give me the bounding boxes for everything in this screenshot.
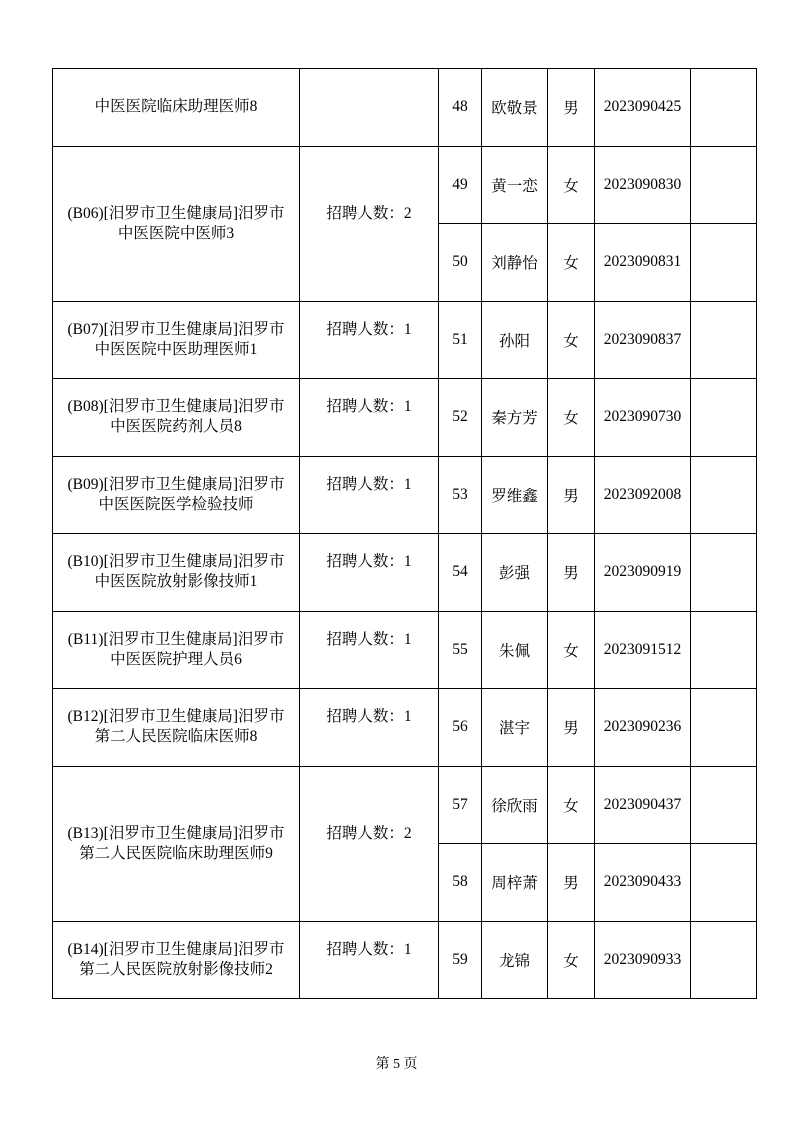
quota-text: 招聘人数：1 [326,398,412,416]
remark-cell [691,379,757,457]
remark-cell [691,224,757,302]
quota-cell [300,379,439,457]
gender-cell: 女 [548,146,595,224]
table-row [53,69,757,147]
quota-text: 招聘人数：1 [326,708,412,726]
table-row [53,611,757,689]
quota-cell [300,456,439,534]
candidate-name-cell: 彭强 [482,534,548,612]
candidate-no-cell: 48 [439,69,482,147]
gender-cell: 男 [548,69,595,147]
position-name-line: (B08)[汨罗市卫生健康局]汨罗市 [67,398,285,416]
candidate-name-cell: 秦方芳 [482,379,548,457]
candidate-no-cell: 57 [439,766,482,844]
quota-text: 招聘人数：2 [326,824,412,842]
candidate-table [52,68,757,999]
position-cell [53,766,300,921]
candidate-name-cell: 龙锦 [482,921,548,999]
gender-cell: 女 [548,611,595,689]
position-name-line: 中医医院医学检验技师 [98,495,254,513]
remark-cell [691,69,757,147]
position-cell [53,379,300,457]
remark-cell [691,766,757,844]
candidate-no-cell: 58 [439,844,482,922]
candidate-name-cell: 朱佩 [482,611,548,689]
position-name-line: 中医医院放射影像技师1 [94,573,258,591]
remark-cell [691,534,757,612]
exam-id-cell: 2023091512 [595,611,691,689]
position-cell [53,301,300,379]
position-name-line: (B10)[汨罗市卫生健康局]汨罗市 [67,553,285,571]
table-row [53,456,757,534]
quota-cell [300,301,439,379]
position-name-line: (B09)[汨罗市卫生健康局]汨罗市 [67,475,285,493]
remark-cell [691,146,757,224]
page-number: 第 5 页 [375,1057,418,1072]
quota-text: 招聘人数：2 [326,204,412,222]
candidate-no-cell: 52 [439,379,482,457]
candidate-no-cell: 54 [439,534,482,612]
position-cell [53,69,300,147]
quota-text: 招聘人数：1 [326,553,412,571]
gender-cell: 男 [548,534,595,612]
quota-text: 招聘人数：1 [326,475,412,493]
position-name-line: 第二人民医院临床医师8 [94,728,258,746]
candidate-no-cell: 56 [439,689,482,767]
position-name-line: 中医医院中医师3 [117,224,235,242]
remark-cell [691,844,757,922]
table-row [53,689,757,767]
table-row [53,766,757,844]
gender-cell: 女 [548,766,595,844]
exam-id-cell: 2023090437 [595,766,691,844]
table-row [53,534,757,612]
candidate-name-cell: 周梓萧 [482,844,548,922]
gender-cell: 男 [548,844,595,922]
position-name-line: (B07)[汨罗市卫生健康局]汨罗市 [67,320,285,338]
candidate-no-cell: 49 [439,146,482,224]
quota-cell [300,689,439,767]
quota-cell [300,69,439,147]
quota-text: 招聘人数：1 [326,940,412,958]
quota-cell [300,146,439,301]
table-row [53,146,757,224]
candidate-name-cell: 徐欣雨 [482,766,548,844]
exam-id-cell: 2023090919 [595,534,691,612]
remark-cell [691,301,757,379]
table-row [53,921,757,999]
candidate-no-cell: 55 [439,611,482,689]
position-name-line: 中医医院护理人员6 [110,650,242,668]
candidate-name-cell: 罗维鑫 [482,456,548,534]
position-name-line: 中医医院临床助理医师8 [94,98,258,116]
candidate-no-cell: 53 [439,456,482,534]
table-row [53,301,757,379]
position-cell [53,689,300,767]
position-name-line: 第二人民医院放射影像技师2 [79,960,273,978]
remark-cell [691,921,757,999]
exam-id-cell: 2023090433 [595,844,691,922]
quota-text: 招聘人数：1 [326,630,412,648]
position-name-line: (B11)[汨罗市卫生健康局]汨罗市 [67,630,285,648]
position-name-line: 中医医院药剂人员8 [110,418,242,436]
exam-id-cell: 2023090830 [595,146,691,224]
remark-cell [691,611,757,689]
position-name-line: 第二人民医院临床助理医师9 [79,844,273,862]
table-row [53,379,757,457]
position-name-line: 中医医院中医助理医师1 [94,340,258,358]
position-name-line: (B13)[汨罗市卫生健康局]汨罗市 [67,824,285,842]
position-cell [53,921,300,999]
exam-id-cell: 2023092008 [595,456,691,534]
gender-cell: 女 [548,224,595,302]
position-name-line: (B12)[汨罗市卫生健康局]汨罗市 [67,708,285,726]
exam-id-cell: 2023090831 [595,224,691,302]
position-cell [53,611,300,689]
candidate-no-cell: 51 [439,301,482,379]
candidate-name-cell: 黄一恋 [482,146,548,224]
remark-cell [691,456,757,534]
gender-cell: 女 [548,379,595,457]
quota-cell [300,921,439,999]
exam-id-cell: 2023090933 [595,921,691,999]
quota-text: 招聘人数：1 [326,320,412,338]
gender-cell: 女 [548,301,595,379]
gender-cell: 男 [548,456,595,534]
candidate-no-cell: 50 [439,224,482,302]
position-cell [53,534,300,612]
exam-id-cell: 2023090730 [595,379,691,457]
position-name-line: (B06)[汨罗市卫生健康局]汨罗市 [67,204,285,222]
remark-cell [691,689,757,767]
candidate-name-cell: 欧敬景 [482,69,548,147]
candidate-name-cell: 孙阳 [482,301,548,379]
position-name-line: (B14)[汨罗市卫生健康局]汨罗市 [67,940,285,958]
gender-cell: 男 [548,689,595,767]
quota-cell [300,534,439,612]
candidate-name-cell: 湛宇 [482,689,548,767]
position-cell [53,456,300,534]
position-cell [53,146,300,301]
exam-id-cell: 2023090425 [595,69,691,147]
quota-cell [300,766,439,921]
quota-cell [300,611,439,689]
gender-cell: 女 [548,921,595,999]
candidate-name-cell: 刘静怡 [482,224,548,302]
candidate-no-cell: 59 [439,921,482,999]
exam-id-cell: 2023090236 [595,689,691,767]
exam-id-cell: 2023090837 [595,301,691,379]
candidate-table-body [53,69,757,999]
